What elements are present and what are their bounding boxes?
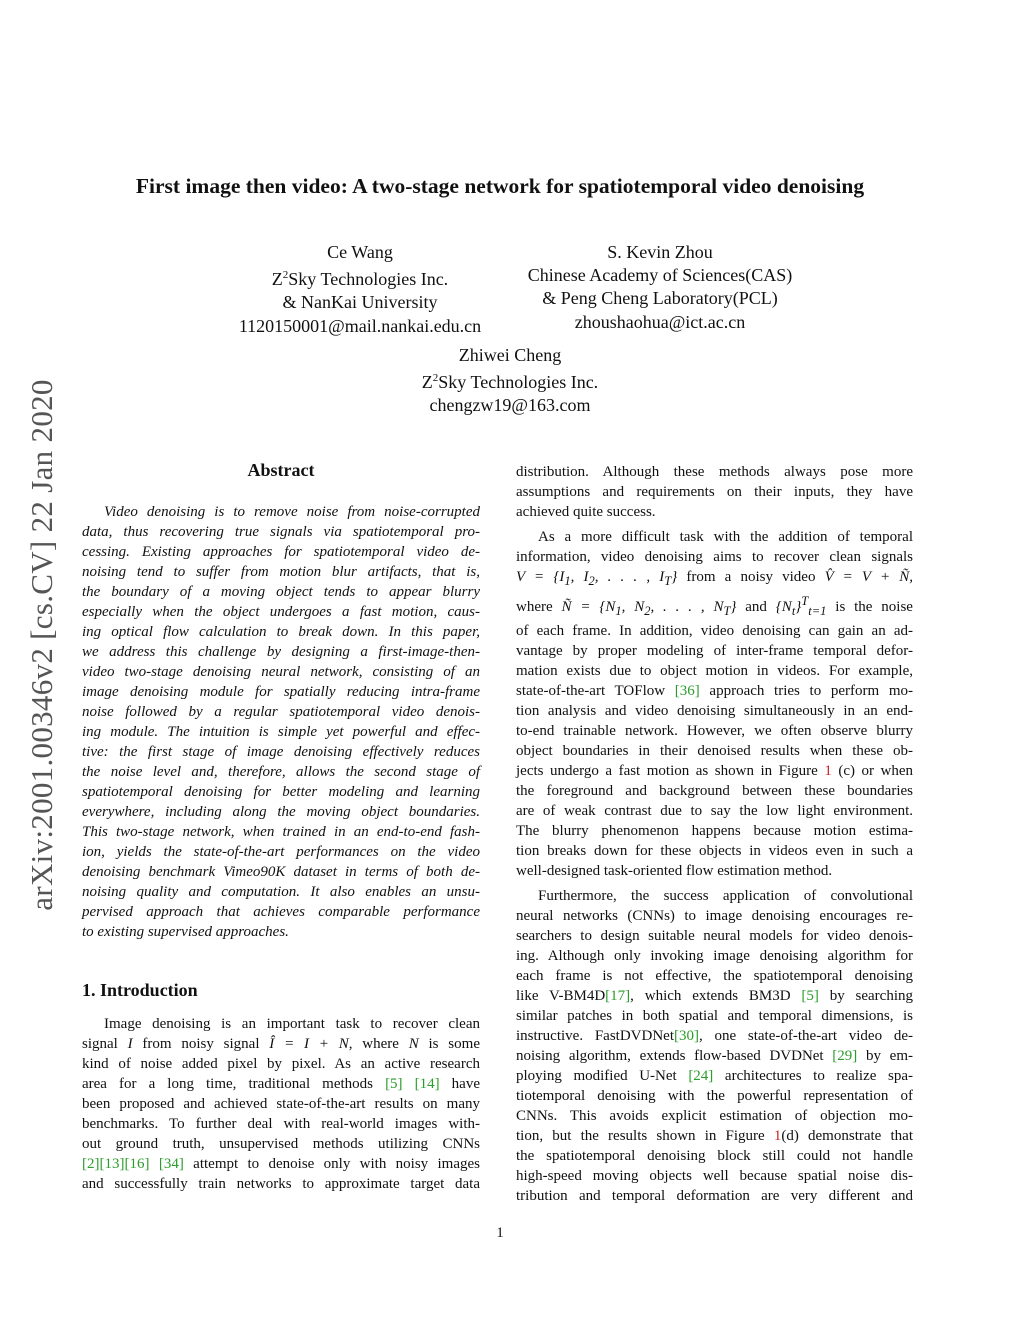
abstract-line: Video denoising is to remove noise from noise-corrupted bbox=[104, 504, 480, 520]
abstract-line: noising quality and computation. It also enables an unsu- bbox=[82, 884, 480, 900]
body-line: like V-BM4D[17], which extends BM3D [5] by searching bbox=[516, 988, 913, 1004]
body-line: tiotemporal denoising with the powerful representation of bbox=[516, 1088, 913, 1104]
body-line: As a more difficult task with the addition of temporal bbox=[538, 529, 913, 545]
citation-link[interactable]: [17] bbox=[605, 988, 631, 1004]
author-affiliation-2: & NanKai University bbox=[282, 292, 438, 313]
body-line: mation exists due to object motion in videos. For example, bbox=[516, 663, 913, 679]
abstract-line: noise followed by a regular spatiotemporal video denois- bbox=[82, 704, 480, 720]
abstract-line: pervised approach that achieves comparable performance bbox=[82, 904, 480, 920]
abstract-line: the noise level and, therefore, allows the second stage of bbox=[82, 764, 480, 780]
abstract-line: image denoising module for spatially reducing intra-frame bbox=[82, 684, 480, 700]
paper-title: First image then video: A two-stage network for spatiotemporal video denoising bbox=[135, 174, 865, 198]
body-line: CNNs. This avoids explicit estimation of objection mo- bbox=[516, 1108, 913, 1124]
author-name: Ce Wang bbox=[327, 242, 393, 262]
author-affiliation: $Z^2Sky$ Technologies Inc. bbox=[271, 269, 449, 290]
body-line: tion breaks down for these objects in videos even in such a bbox=[516, 843, 913, 859]
figure-link[interactable]: 1 bbox=[824, 763, 832, 779]
body-line: neural networks (CNNs) to image denoising encourages re- bbox=[516, 908, 913, 924]
abstract-line: tive: the first stage of image denoising effectively reduces bbox=[82, 744, 480, 760]
author-email: chengzw19@163.com bbox=[429, 395, 591, 416]
citation-link[interactable]: [14] bbox=[414, 1076, 440, 1092]
body-line: of each frame. In addition, video denoising can gain an ad- bbox=[516, 623, 913, 639]
intro-line: out ground truth, unsupervised methods utilizing CNNs bbox=[82, 1136, 480, 1152]
citation-link[interactable]: [5] bbox=[385, 1076, 403, 1092]
abstract-line: noising tend to suffer from motion blur artifacts, that is, bbox=[82, 564, 480, 580]
figure-link[interactable]: 1 bbox=[773, 1128, 782, 1144]
intro-line: area for a long time, traditional methods [5] [14] have bbox=[82, 1076, 480, 1092]
abstract-line: to existing supervised approaches. bbox=[82, 924, 289, 940]
body-line: vantage by proper modeling of inter-frame temporal defor- bbox=[516, 643, 913, 659]
body-line: searchers to design suitable neural models for video denois- bbox=[516, 928, 913, 944]
intro-line: been proposed and achieved state-of-the-art results on many bbox=[82, 1096, 480, 1112]
author-name: S. Kevin Zhou bbox=[607, 242, 713, 262]
citation-link[interactable]: [24] bbox=[688, 1068, 714, 1084]
intro-line: and successfully train networks to approximate target data bbox=[82, 1176, 480, 1192]
body-line: state-of-the-art TOFlow [36] approach tries to perform mo- bbox=[516, 683, 913, 699]
author-name: Zhiwei Cheng bbox=[458, 345, 562, 365]
abstract-line: the boundary of a moving object tends to appear blurry bbox=[82, 584, 480, 600]
abstract-line: we address this challenge by designing a first-image-then- bbox=[82, 644, 480, 660]
body-line: the spatiotemporal denoising block still could not handle bbox=[516, 1148, 913, 1164]
author-block-kevin-zhou bbox=[470, 241, 850, 334]
body-line: tion analysis and video denoising simultaneously in an end- bbox=[516, 703, 913, 719]
citation-link[interactable]: [36] bbox=[674, 683, 700, 699]
author-affiliation-2: & Peng Cheng Laboratory(PCL) bbox=[542, 288, 778, 309]
intro-line: [2][13][16] [34] attempt to denoise only with noisy images bbox=[82, 1156, 480, 1172]
page-number: 1 bbox=[496, 1225, 504, 1241]
abstract-line: cessing. Existing approaches for spatiotemporal video de- bbox=[82, 544, 480, 560]
abstract-line: video two-stage denoising neural network, consisting of an bbox=[82, 664, 480, 680]
abstract-line: everywhere, including along the moving object boundaries. bbox=[82, 804, 480, 820]
abstract-line: data, thus recovering true signals via spatiotemporal pro- bbox=[82, 524, 480, 540]
author-affiliation: $Z^2Sky$ Technologies Inc. bbox=[421, 372, 599, 393]
intro-line: signal I from noisy signal Î = I + N, where N is some bbox=[82, 1036, 480, 1052]
intro-line: Image denoising is an important task to recover clean bbox=[104, 1016, 480, 1032]
abstract-heading: Abstract bbox=[247, 460, 315, 480]
author-block-zhiwei-cheng bbox=[320, 344, 700, 418]
body-line: the foreground and background between these boundaries bbox=[516, 783, 913, 799]
body-line: instructive. FastDVDNet[30], one state-of-the-art video de- bbox=[516, 1028, 913, 1044]
body-line: $V = \{I_1$, $I_2$, . . . , $I_T$} from a noisy video V̂ = V + Ñ, bbox=[516, 569, 913, 588]
body-line: to-end trainable network. However, we often observe blurry bbox=[516, 723, 913, 739]
intro-line: benchmarks. To further deal with real-world images with- bbox=[82, 1116, 480, 1132]
abstract-body bbox=[82, 502, 480, 942]
author-email: 1120150001@mail.nankai.edu.cn bbox=[238, 315, 482, 336]
author-affiliation: Chinese Academy of Sciences(CAS) bbox=[527, 265, 793, 286]
abstract-line: denoising benchmark Vimeo90K dataset in terms of both de- bbox=[82, 864, 480, 880]
abstract-line: ing module. The intuition is simple yet powerful and effec- bbox=[82, 724, 480, 740]
arxiv-identifier bbox=[22, 350, 62, 940]
abstract-line: This two-stage network, when trained in an end-to-end fash- bbox=[82, 824, 480, 840]
introduction-body bbox=[82, 1014, 480, 1194]
body-line: jects undergo a fast motion as shown in Figure 1 (c) or when bbox=[516, 763, 913, 779]
body-line: Furthermore, the success application of convolutional bbox=[538, 888, 913, 904]
citation-link[interactable]: [34] bbox=[158, 1156, 184, 1172]
body-line: The blurry phenomenon happens because motion estima- bbox=[516, 823, 913, 839]
citation-link[interactable]: [13] bbox=[99, 1156, 125, 1172]
citation-link[interactable]: [30] bbox=[673, 1028, 699, 1044]
body-line: tribution and temporal deformation are very different and bbox=[516, 1188, 913, 1204]
body-line: ploying modified U-Net [24] architectures to realize spa- bbox=[516, 1068, 913, 1084]
citation-link[interactable]: [2] bbox=[82, 1156, 100, 1172]
citation-link[interactable]: [16] bbox=[124, 1156, 150, 1172]
paragraph-video-denoising bbox=[516, 527, 913, 881]
right-column bbox=[516, 462, 913, 1206]
body-line: well-designed task-oriented flow estimation method. bbox=[516, 863, 833, 879]
body-line: distribution. Although these methods always pose more bbox=[516, 464, 913, 480]
body-line: are of weak contrast due to say the low light environment. bbox=[516, 803, 913, 819]
abstract-line: spatiotemporal denoising for better modeling and learning bbox=[82, 784, 480, 800]
abstract-line: ion, yields the state-of-the-art performances on the video bbox=[82, 844, 480, 860]
abstract-line: ing optical flow calculation to break down. In this paper, bbox=[82, 624, 480, 640]
body-line: information, video denoising aims to recover clean signals bbox=[516, 549, 913, 565]
body-line: high-speed moving objects well because spatial noise dis- bbox=[516, 1168, 913, 1184]
body-line: object boundaries in their denoised results when these ob- bbox=[516, 743, 913, 759]
body-line: where Ñ = {$N_1$, $N_2$, . . . , $N_T$} and $\{N_t\}^T_{t=1}$ is the noise bbox=[516, 594, 913, 618]
body-line: assumptions and requirements on their inputs, they have bbox=[516, 484, 913, 500]
section-heading-introduction: 1. Introduction bbox=[82, 980, 198, 1000]
body-line: tion, but the results shown in Figure 1(d) demonstrate that bbox=[516, 1128, 913, 1144]
body-line: ing. Although only invoking image denoising algorithm for bbox=[516, 948, 913, 964]
body-line: achieved quite success. bbox=[516, 504, 656, 520]
citation-link[interactable]: [29] bbox=[832, 1048, 858, 1064]
author-email: zhoushaohua@ict.ac.cn bbox=[574, 311, 746, 332]
citation-link[interactable]: [5] bbox=[801, 988, 819, 1004]
body-line: noising algorithm, extends flow-based DVDNet [29] by em- bbox=[516, 1048, 913, 1064]
arxiv-identifier-text: arXiv:2001.00346v2 [cs.CV] 22 Jan 2020 bbox=[24, 379, 59, 911]
body-line: similar patches in both spatial and temporal dimensions, is bbox=[516, 1008, 913, 1024]
body-line: each frame is not effective, the spatiotemporal denoising bbox=[516, 968, 913, 984]
intro-line: kind of noise added pixel by pixel. As an active research bbox=[82, 1056, 480, 1072]
abstract-line: especially when the object undergoes a fast motion, caus- bbox=[82, 604, 480, 620]
paragraph-cnn-denoising bbox=[516, 886, 913, 1206]
